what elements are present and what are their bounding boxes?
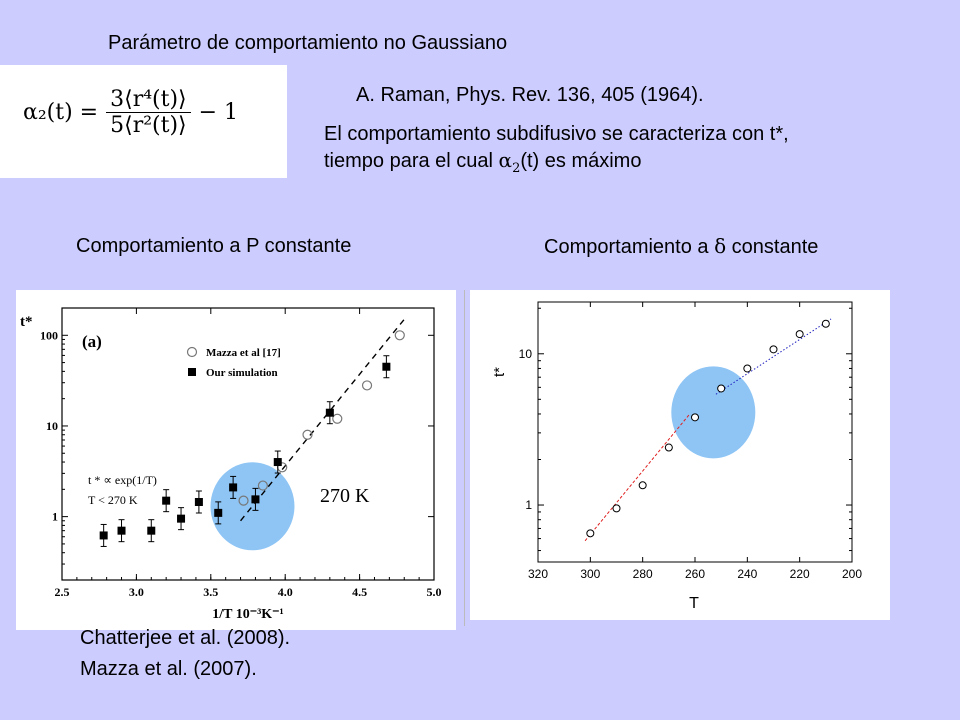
data-point	[613, 505, 620, 512]
reference-text: A. Raman, Phys. Rev. 136, 405 (1964).	[356, 84, 704, 106]
our-simulation-point	[214, 509, 222, 517]
our-simulation-point	[382, 363, 390, 371]
our-simulation-point	[229, 483, 237, 491]
citation-line1: Chatterjee et al. (2008).	[80, 627, 291, 649]
mazza-point	[363, 381, 372, 390]
y-tick-label: 10	[46, 418, 58, 433]
data-point	[796, 331, 803, 338]
our-simulation-point	[274, 458, 282, 466]
highlight-ellipse	[671, 366, 755, 458]
data-point	[587, 530, 594, 537]
right-section-title	[544, 234, 818, 259]
x-tick-label: 200	[841, 567, 863, 581]
right-chart-panel	[470, 290, 890, 620]
highlight-ellipse	[210, 462, 294, 550]
x-tick-label: 220	[789, 567, 810, 581]
x-tick-label: 2.5	[54, 585, 70, 599]
left-chart	[16, 290, 456, 630]
our-simulation-point	[326, 409, 334, 417]
alpha2-formula	[22, 87, 239, 138]
alpha2-symbol: $\alpha_2$	[498, 148, 521, 176]
left-x-axis-label: 1/T 10⁻³K⁻¹	[212, 607, 284, 622]
x-tick-label: 3.5	[203, 585, 219, 599]
formula-denominator: 5⟨r²(t)⟩	[110, 113, 187, 138]
right-title-prefix: Comportamiento a	[544, 236, 715, 258]
x-tick-label: 240	[737, 567, 758, 581]
data-point	[692, 414, 699, 421]
x-tick-label: 4.5	[352, 585, 368, 599]
legend-marker-simulation	[188, 368, 196, 376]
data-point	[744, 365, 751, 372]
divider	[464, 290, 465, 626]
description-suffix: (t) es máximo	[520, 150, 642, 172]
data-point	[639, 482, 646, 489]
panel-label: (a)	[82, 332, 102, 351]
formula-tail: − 1	[198, 100, 239, 125]
right-x-axis-label: T	[689, 595, 699, 612]
delta-symbol: δ	[714, 234, 727, 258]
x-tick-label: 320	[527, 567, 549, 581]
mazza-point	[333, 414, 342, 423]
our-simulation-point	[177, 515, 185, 523]
left-y-axis-label: t*	[20, 314, 33, 330]
formula-box	[0, 65, 287, 178]
our-simulation-point	[162, 497, 170, 505]
our-simulation-point	[118, 527, 126, 535]
description-prefix: tiempo para el cual	[324, 150, 499, 172]
temperature-label: 270 K	[320, 485, 370, 507]
fit-annotation-line1: t * ∝ exp(1/T)	[88, 473, 157, 487]
data-point	[718, 385, 725, 392]
page-title: Parámetro de comportamiento no Gaussiano	[108, 32, 508, 54]
x-tick-label: 3.0	[128, 585, 144, 599]
legend-label-simulation: Our simulation	[206, 367, 278, 379]
x-tick-label: 260	[684, 567, 706, 581]
data-point	[770, 346, 777, 353]
right-chart	[470, 290, 890, 620]
x-tick-label: 5.0	[426, 585, 442, 599]
citation-line2: Mazza et al. (2007).	[80, 658, 257, 680]
red-fit-line	[585, 414, 690, 541]
x-tick-label: 280	[632, 567, 653, 581]
x-tick-label: 300	[580, 567, 601, 581]
formula-lhs: α₂(t) =	[23, 100, 99, 125]
y-tick-label: 10	[518, 346, 532, 361]
legend-marker-mazza	[188, 348, 197, 357]
x-tick-label: 4.0	[277, 585, 293, 599]
y-tick-label: 1	[52, 509, 58, 524]
left-section-title: Comportamiento a P constante	[76, 235, 352, 257]
our-simulation-point	[195, 498, 203, 506]
description-line1: El comportamiento subdifusivo se caracteriza con t*,	[324, 123, 789, 145]
data-point	[822, 320, 829, 327]
our-simulation-point	[147, 527, 155, 535]
left-chart-panel	[16, 290, 456, 630]
right-y-axis-label: t*	[491, 366, 508, 378]
y-tick-label: 100	[40, 328, 58, 343]
formula-numerator: 3⟨r⁴(t)⟩	[106, 87, 191, 113]
y-tick-label: 1	[525, 498, 532, 513]
right-title-suffix: constante	[726, 236, 819, 258]
our-simulation-point	[100, 531, 108, 539]
fit-annotation-line2: T < 270 K	[88, 493, 138, 507]
data-point	[665, 444, 672, 451]
mazza-point	[395, 331, 404, 340]
description-line2	[324, 148, 641, 181]
legend-label-mazza: Mazza et al [17]	[206, 347, 281, 359]
our-simulation-point	[251, 495, 259, 503]
